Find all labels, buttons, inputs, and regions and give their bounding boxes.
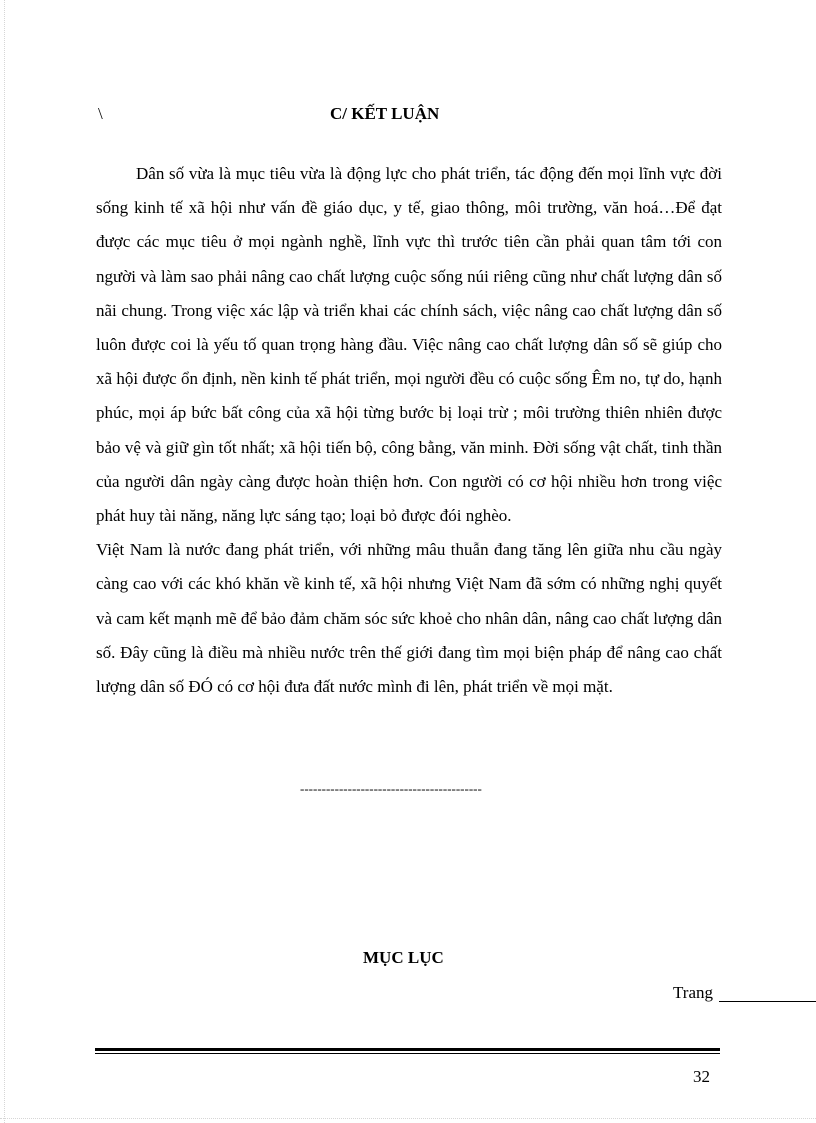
toc-title: MỤC LỤC (363, 948, 444, 967)
page-edge-left (4, 0, 5, 1123)
section-heading: C/ KẾT LUẬN (330, 104, 440, 123)
toc-underline (719, 1001, 816, 1002)
paragraph: Dân số vừa là mục tiêu vừa là động lực cho phát triển, tác động đến mọi lĩnh vực đời sống kinh tế xã hội như vấn đề giáo dục, y tế, giao thông, môi trường, văn hoá…Để đạt được các mục tiêu ở mọi ngành nghề, lĩnh vực thì trước tiên cần phải quan tâm tới con người và làm sao phải nâng cao chất lượng cuộc sống núi riêng cũng như chất lượng dân số nãi chung. Trong việc xác lập và triển khai các chính sách, việc nâng cao chất lượng dân số luôn được coi là yếu tố quan trọng hàng đầu. Việc nâng cao chất lượng dân số sẽ giúp cho xã hội được ổn định, nền kinh tế phát triển, mọi người đều có cuộc sống Êm no, tự do, hạnh phúc, mọi áp bức bất công của xã hội từng bước bị loại trừ ; môi trường thiên nhiên được bảo vệ và giữ gìn tốt nhất; xã hội tiến bộ, công bằng, văn minh. Đời sống vật chất, tinh thần của người dân ngày càng được hoàn thiện hơn. Con người có cơ hội nhiều hơn trong việc phát huy tài năng, năng lực sáng tạo; loại bỏ được đói nghèo. (96, 164, 722, 526)
footer-rule-thin (95, 1053, 720, 1054)
footer-rule-thick (95, 1048, 720, 1051)
separator-line: ------------------------------------------ (300, 781, 482, 796)
paragraph: Việt Nam là nước đang phát triển, với những mâu thuẫn đang tăng lên giữa nhu cầu ngày càng cao với các khó khăn về kinh tế, xã hội nhưng Việt Nam đã sớm có những nghị quyết và cam kết mạnh mẽ để bảo đảm chăm sóc sức khoẻ cho nhân dân, nâng cao chất lượng dân số. Đây cũng là điều mà nhiều nước trên thế giới đang tìm mọi biện pháp để nâng cao chất lượng dân số ĐÓ có cơ hội đưa đất nước mình đi lên, phát triển về mọi mặt. (96, 540, 722, 697)
body-text (96, 157, 722, 704)
stray-mark: \ (98, 104, 103, 123)
page-number: 32 (693, 1067, 710, 1086)
page-edge-bottom (0, 1118, 816, 1119)
toc-page-label: Trang (673, 983, 713, 1002)
